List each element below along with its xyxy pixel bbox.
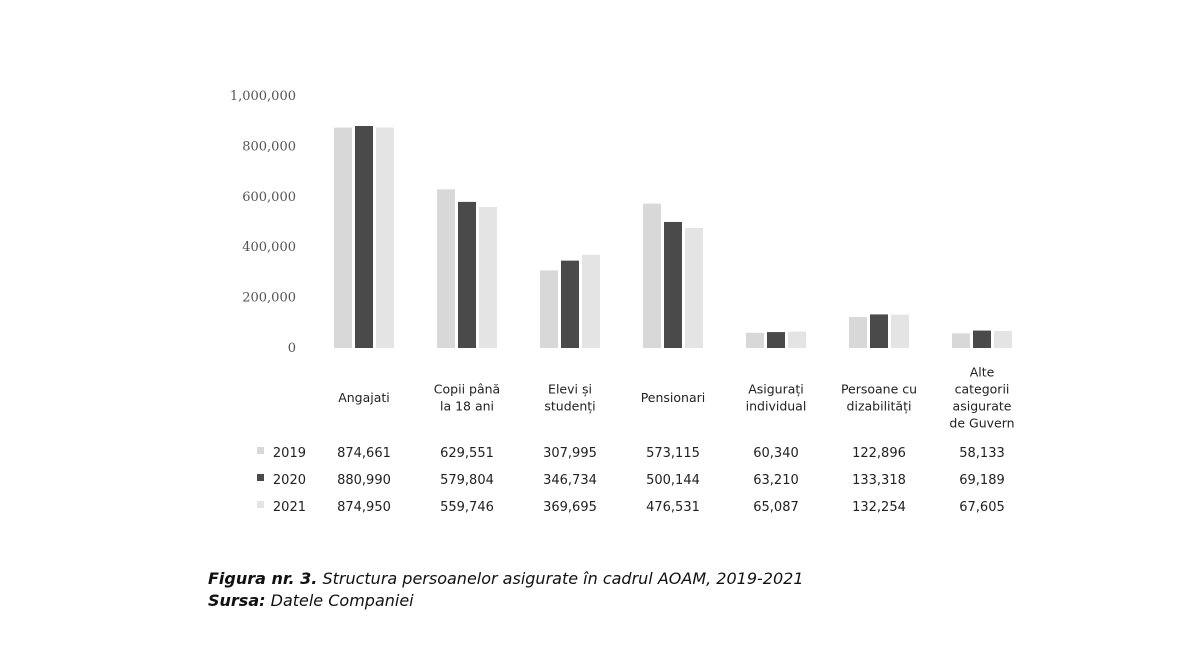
data-table-cell: 500,144 (646, 473, 700, 488)
bar-2021 (994, 331, 1012, 348)
bar-2021 (788, 332, 806, 348)
bar-2020 (561, 261, 579, 348)
bars (334, 126, 1012, 348)
caption-title: Structura persoanelor asigurate în cadrul AOAM, 2019-2021 (317, 569, 804, 588)
bar-2019 (540, 270, 558, 348)
data-table-cell: 133,318 (852, 473, 906, 488)
data-table-cell: 307,995 (543, 446, 597, 461)
y-tick-label: 200,000 (242, 290, 296, 306)
x-category-label: dizabilități (846, 398, 912, 414)
bar-2021 (376, 128, 394, 348)
y-tick-label: 400,000 (242, 240, 296, 256)
x-category-label: de Guvern (949, 415, 1015, 431)
bar-2021 (479, 207, 497, 348)
y-axis (230, 89, 296, 356)
y-tick-label: 600,000 (242, 189, 296, 205)
data-table-cell: 69,189 (959, 473, 1005, 488)
x-category-label: la 18 ani (439, 398, 495, 414)
data-table-cell: 874,950 (337, 500, 391, 515)
data-table-cell: 122,896 (852, 446, 906, 461)
x-category-label: categorii (954, 381, 1010, 397)
data-table-cell: 132,254 (852, 500, 906, 515)
x-category-label: Elevi și (548, 381, 592, 397)
bar-2019 (334, 128, 352, 348)
bar-2020 (458, 202, 476, 348)
caption-line-1 (208, 568, 804, 590)
category-labels (338, 365, 1014, 431)
data-table-cell: 369,695 (543, 500, 597, 515)
y-tick-label: 800,000 (242, 139, 296, 155)
bar-2020 (870, 314, 888, 348)
caption-source: Datele Companiei (265, 591, 414, 610)
data-table-cell: 63,210 (753, 473, 799, 488)
data-table-cell: 476,531 (646, 500, 700, 515)
bar-2019 (437, 189, 455, 348)
data-table-cell: 579,804 (440, 473, 494, 488)
bar-2019 (849, 317, 867, 348)
data-table-cell: 880,990 (337, 473, 391, 488)
bar-2020 (664, 222, 682, 348)
x-category-label: Angajati (338, 390, 390, 405)
bar-2019 (746, 333, 764, 348)
legend-swatch-2020 (257, 474, 264, 481)
data-table-cell: 60,340 (753, 446, 799, 461)
data-table-cell: 573,115 (646, 446, 700, 461)
legend-series-name: 2021 (272, 500, 306, 515)
x-category-label: Persoane cu (840, 381, 918, 397)
bar-2020 (355, 126, 373, 348)
x-category-label: studenți (544, 398, 596, 414)
x-category-label: asigurate (952, 398, 1012, 414)
bar-2019 (952, 333, 970, 348)
x-category-label: Alte (969, 364, 995, 380)
x-category-label: Pensionari (640, 390, 706, 405)
data-table-cell: 559,746 (440, 500, 494, 515)
data-table-cell: 346,734 (543, 473, 597, 488)
bar-2021 (582, 255, 600, 348)
legend-series-name: 2019 (272, 446, 306, 461)
legend-swatch-2021 (257, 501, 264, 508)
x-category-label: individual (745, 398, 807, 414)
caption-figure-label: Figura nr. 3. (208, 569, 318, 588)
bar-2021 (685, 228, 703, 348)
data-table-cell: 629,551 (440, 446, 494, 461)
data-table-cell: 67,605 (959, 500, 1005, 515)
legend-swatch-2019 (257, 447, 264, 454)
data-table-cell: 58,133 (959, 446, 1005, 461)
x-category-label: Asigurați (748, 381, 804, 397)
data-table-cell: 65,087 (753, 500, 799, 515)
bar-2021 (891, 315, 909, 348)
x-category-label: Copii până (433, 381, 501, 397)
data-table (257, 446, 1005, 515)
figure-caption (208, 568, 804, 612)
bar-2020 (767, 332, 785, 348)
data-table-cell: 874,661 (337, 446, 391, 461)
bar-2020 (973, 331, 991, 348)
caption-source-label: Sursa: (208, 591, 266, 610)
legend-series-name: 2020 (272, 473, 306, 488)
y-tick-label: 1,000,000 (229, 89, 296, 104)
bar-2019 (643, 204, 661, 348)
y-tick-label: 0 (287, 341, 296, 356)
caption-line-2 (208, 590, 804, 612)
